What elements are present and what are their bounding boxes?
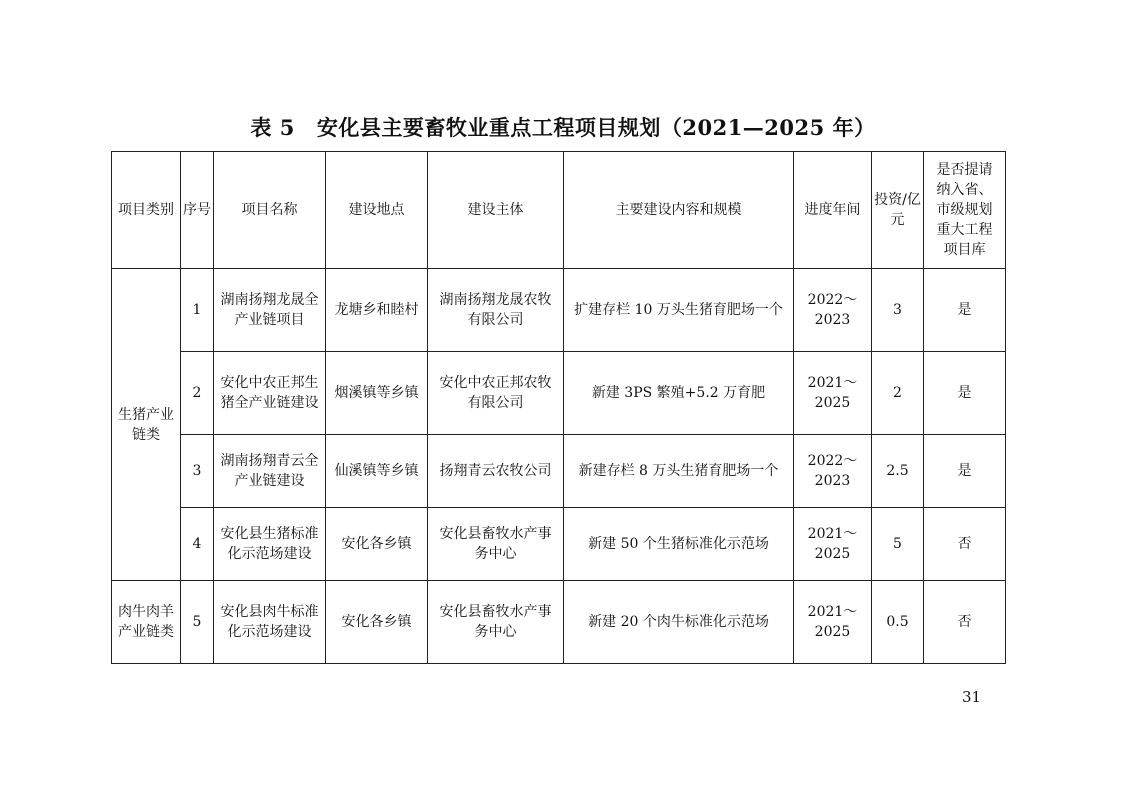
table-row <box>112 269 1006 352</box>
cell-investment: 0.5 <box>872 581 924 664</box>
cell-investment: 2 <box>872 352 924 435</box>
cell-seq: 5 <box>181 581 214 664</box>
cell-content: 新建 3PS 繁殖+5.2 万育肥 <box>564 352 794 435</box>
table-row <box>112 435 1006 508</box>
cell-location: 安化各乡镇 <box>326 581 428 664</box>
header-row <box>112 152 1006 269</box>
header-location: 建设地点 <box>326 152 428 269</box>
cell-entity: 扬翔青云农牧公司 <box>428 435 564 508</box>
cell-location: 仙溪镇等乡镇 <box>326 435 428 508</box>
cell-period: 2022～2023 <box>794 269 872 352</box>
table-title-text: 安化县主要畜牧业重点工程项目规划（2021—2025 年） <box>316 115 876 140</box>
header-seq: 序号 <box>181 152 214 269</box>
category-pig: 生猪产业链类 <box>112 269 181 581</box>
page-number: 31 <box>962 688 982 706</box>
cell-major: 否 <box>924 581 1006 664</box>
header-category: 项目类别 <box>112 152 181 269</box>
cell-seq: 4 <box>181 508 214 581</box>
table-row <box>112 581 1006 664</box>
cell-content: 新建 20 个肉牛标准化示范场 <box>564 581 794 664</box>
header-name: 项目名称 <box>214 152 326 269</box>
cell-major: 是 <box>924 269 1006 352</box>
cell-name: 湖南扬翔龙晟全产业链项目 <box>214 269 326 352</box>
cell-content: 新建 50 个生猪标准化示范场 <box>564 508 794 581</box>
header-period: 进度年间 <box>794 152 872 269</box>
table-title <box>0 112 1122 142</box>
table-row <box>112 508 1006 581</box>
table-row <box>112 352 1006 435</box>
cell-entity: 湖南扬翔龙晟农牧有限公司 <box>428 269 564 352</box>
cell-investment: 5 <box>872 508 924 581</box>
header-content: 主要建设内容和规模 <box>564 152 794 269</box>
cell-period: 2021～2025 <box>794 508 872 581</box>
cell-location: 烟溪镇等乡镇 <box>326 352 428 435</box>
cell-period: 2021～2025 <box>794 352 872 435</box>
cell-name: 湖南扬翔青云全产业链建设 <box>214 435 326 508</box>
cell-location: 安化各乡镇 <box>326 508 428 581</box>
cell-content: 新建存栏 8 万头生猪育肥场一个 <box>564 435 794 508</box>
cell-seq: 1 <box>181 269 214 352</box>
header-investment: 投资/亿元 <box>872 152 924 269</box>
cell-entity: 安化县畜牧水产事务中心 <box>428 508 564 581</box>
cell-investment: 3 <box>872 269 924 352</box>
cell-period: 2022～2023 <box>794 435 872 508</box>
cell-name: 安化县生猪标准化示范场建设 <box>214 508 326 581</box>
header-entity: 建设主体 <box>428 152 564 269</box>
project-plan-table <box>111 151 1006 664</box>
cell-major: 否 <box>924 508 1006 581</box>
cell-period: 2021～2025 <box>794 581 872 664</box>
cell-location: 龙塘乡和睦村 <box>326 269 428 352</box>
cell-seq: 3 <box>181 435 214 508</box>
cell-entity: 安化中农正邦农牧有限公司 <box>428 352 564 435</box>
cell-entity: 安化县畜牧水产事务中心 <box>428 581 564 664</box>
cell-investment: 2.5 <box>872 435 924 508</box>
cell-major: 是 <box>924 435 1006 508</box>
cell-name: 安化县肉牛标准化示范场建设 <box>214 581 326 664</box>
category-cattle: 肉牛肉羊产业链类 <box>112 581 181 664</box>
cell-seq: 2 <box>181 352 214 435</box>
header-major: 是否提请纳入省、市级规划重大工程项目库 <box>924 152 1006 269</box>
table-number: 表 5 <box>250 115 295 140</box>
cell-name: 安化中农正邦生猪全产业链建设 <box>214 352 326 435</box>
cell-major: 是 <box>924 352 1006 435</box>
cell-content: 扩建存栏 10 万头生猪育肥场一个 <box>564 269 794 352</box>
